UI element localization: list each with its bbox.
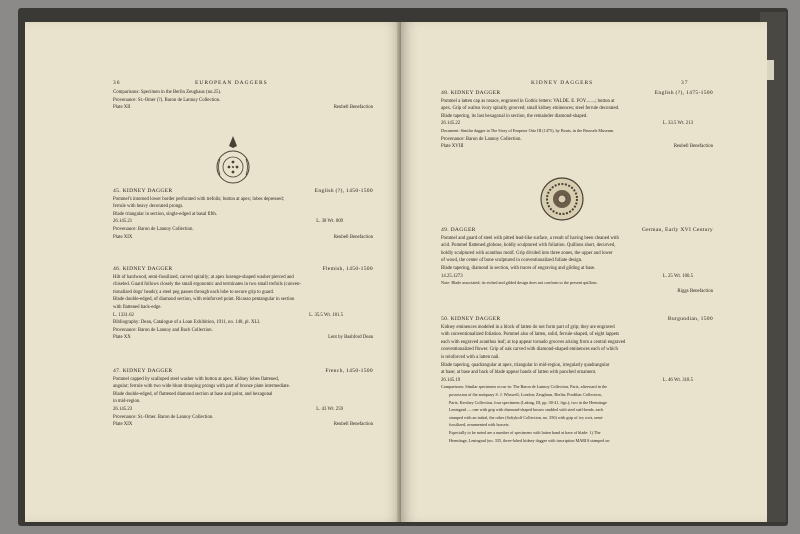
- entry-46: [113, 266, 373, 342]
- entry-title: 50. KIDNEY DAGGER: [441, 316, 501, 322]
- description-line: Blade tapering, quadrangular at apex, triangular in mid-region, irregularly quadrangular: [441, 362, 610, 368]
- description-line: at base; at base and back of blade appear bands of latten with punched ornament.: [441, 370, 597, 376]
- pommel-rosette-illustration: [214, 134, 252, 186]
- description-line: Pommel and guard of steel with pitted lead-like surface, a result of having been cleaned with: [441, 235, 619, 241]
- plate-label: Plate XX: [113, 335, 131, 341]
- accession-number: L. 1331.62: [113, 312, 134, 318]
- credit-text: Reubell Benefaction: [673, 144, 713, 150]
- origin-date: Flemish, 1450-1500: [322, 266, 373, 272]
- description-line: each with engraved acanthus leaf; at top appear tornado grooves arising from a central engraved: [441, 339, 626, 345]
- page-number: 37: [681, 80, 689, 86]
- accession-number: 14.25.1273: [441, 273, 463, 279]
- credit-text: Riggs Benefaction: [677, 288, 713, 294]
- description-line: Pommel's intorned lower border perforated with trefoils; button at apex; lobes depressed;: [113, 196, 284, 202]
- credit-text: Reubell Benefaction: [333, 422, 373, 428]
- description-line: Pommel capped by scalloped steel washer with button at apex. Kidney lobes flattened,: [113, 376, 279, 382]
- description-line: apex. Grip of walrus ivory spirally grooved; small kidney eminences; steel ferrule decorated.: [441, 106, 620, 112]
- description-line: Blade double-edged, of flattened diamond section at base and point, and hexagonal: [113, 391, 273, 397]
- document-text: Document: Similar dagger in The Story of Emperor Otto III (1475), by Bouts, in the Brussels Museum.: [441, 127, 615, 133]
- comparisons-line: Leningrad — one with grip with diamond-shaped bosses studded with steel nail-heads, each: [449, 407, 604, 413]
- description-line: with flattened back-edge.: [113, 304, 162, 310]
- left-page: [25, 22, 401, 522]
- entry-50: [441, 316, 713, 445]
- accession-number: 26.145.21: [113, 219, 133, 225]
- entry-title: 48. KIDNEY DAGGER: [441, 90, 501, 96]
- dimensions: L. 35.5 Wt. 181.5: [309, 312, 343, 318]
- provenance-text: Provenance: Baron de Lannoy Collection.: [113, 226, 194, 232]
- origin-date: German, Early XVI Century: [641, 227, 713, 233]
- description-line: Blade tapering, diamond in section, with traces of engraving and gilding at base.: [441, 265, 596, 271]
- bibliography-text: Bibliography: Dean, Catalogue of a Loan Exhibition, 1911, no. 148, pl. XLI.: [113, 320, 261, 326]
- rosace-pommel-illustration: [539, 176, 585, 222]
- description-line: in mid-region.: [113, 399, 141, 405]
- plate-label: Plate XIX: [113, 234, 133, 240]
- entry-49: [441, 227, 713, 295]
- running-head: EUROPEAN DAGGERS: [195, 80, 268, 86]
- plate-label: Plate XVIII: [441, 144, 464, 150]
- page-number: 36: [113, 80, 121, 86]
- description-line: Blade tapering, its last hexagonal in section, the remainder diamond-shaped.: [441, 113, 588, 119]
- dimensions: L. 46 Wt. 318.5: [662, 377, 693, 383]
- description-line: Kidney eminences modeled in a block of latten do not form part of grip; they are engraved: [441, 324, 615, 330]
- origin-date: Burgundian, 1500: [667, 316, 713, 322]
- entry-title: 45. KIDNEY DAGGER: [113, 188, 173, 194]
- comparisons-line: possession of the antiquary S. J. Whawell, London; Zeughaus, Berlin; Posdihac Collection,: [449, 391, 602, 397]
- dimensions: L. 43 Wt. 259: [316, 406, 343, 412]
- comparisons-line: Hermitage, Leningrad (no. 335, three-lobed kidney dagger with inscription MARIA stamped on: [449, 437, 610, 443]
- description-line: Blade triangular in section, single-edged at basal fifth.: [113, 211, 218, 217]
- credit-text: Reubell Benefaction: [333, 234, 373, 240]
- provenance-text: Provenance: Baron de Lannoy Collection.: [441, 136, 522, 142]
- description-line: conventionalized flower. Grip of oak carved with diamond-shaped eminences each of which: [441, 347, 618, 353]
- comparisons-line: Comparisons: Similar specimens occur in: The Baron de Lannoy Collection, Paris, afterward in the: [441, 384, 608, 390]
- accession-number: 26.145.23: [113, 406, 133, 412]
- plate-label: Plate XII: [113, 105, 131, 111]
- comparisons-line: fossilized, ornamented with bossets.: [449, 422, 510, 428]
- entry-title: 47. KIDNEY DAGGER: [113, 368, 173, 374]
- origin-date: French, 1450-1500: [325, 368, 373, 374]
- provenance-text: Provenance: St.-Omer. Baron de Lannoy Collection.: [113, 414, 214, 420]
- description-line: is reinforced with a latten nail.: [441, 354, 500, 360]
- provenance-text: Provenance: St.-Omer (?). Baron de Lannoy Collection.: [113, 97, 221, 103]
- description-line: with conventionalized foliation. Pommel also of latten, solid, ferrule-shaped, of eight lappets: [441, 332, 620, 338]
- comparisons-line: Paris; Kershey Collection, four specimens (Laking, III, pp. 38-41, figs.); two in the Hermitage: [449, 399, 607, 405]
- description-line: Blade double-edged, of diamond section, with reinforced point. Ricasso pentangular in section: [113, 297, 295, 303]
- credit-text: Reubell Benefaction: [333, 105, 373, 111]
- running-head: KIDNEY DAGGERS: [531, 80, 594, 86]
- dimensions: L. 38 Wt. 009: [316, 219, 343, 225]
- provenance-text: Provenance: Baron de Lannoy and Bach Collection.: [113, 327, 213, 333]
- description-line: chiseled. Guard follows closely the small ergonomic and terminates in two small trefoils (conven-: [113, 282, 302, 288]
- entry-47: [113, 368, 373, 429]
- origin-date: English (?), 1475-1500: [654, 90, 713, 96]
- entry-title: 49. DAGGER: [441, 227, 476, 233]
- description-line: tionalized dogs' heads); a steel peg passes through each lobe to secure grip to guard.: [113, 289, 275, 295]
- plate-label: Plate XIX: [113, 422, 133, 428]
- entry-45: [113, 188, 373, 241]
- dimensions: L. 33.5 Wt. 213: [662, 121, 693, 127]
- description-line: ferrule with heavy decorated prongs.: [113, 204, 184, 210]
- comparisons-text: Comparisons: Specimen in the Berlin Zeughaus (no.25).: [113, 90, 222, 95]
- description-line: of wood, the center of bone sculptured in conventionalized foliate design.: [441, 258, 583, 264]
- description-line: angular; ferrule with two wide blunt drooping prongs with part of bronze plate intermediate.: [113, 384, 290, 390]
- accession-number: 26.145.22: [441, 121, 461, 127]
- entry-title: 46. KIDNEY DAGGER: [113, 266, 173, 272]
- description-line: Hilt of hardwood, semi-fossilized, carved spirally; at apex lozenge-shaped washer pierced and: [113, 274, 294, 280]
- right-page: [401, 22, 767, 522]
- description-line: Pommel a latten cap as rosace, engraved in Gothic letters: VALDE. E. FOY........; button at: [441, 98, 615, 104]
- description-line: boldly sculptured with acanthus motif. Grip divided into three zones, the upper and lower: [441, 250, 613, 256]
- accession-number: 26.145.19: [441, 377, 461, 383]
- description-line: acid. Pommel flattened globose, boldly sculptured with foliation. Quillons short, decurved,: [441, 243, 616, 249]
- note-text: Note: Blade associated; its etched and gilded design does not conform to the present quillons.: [441, 280, 598, 286]
- credit-text: Lent by Bashford Dean: [328, 335, 373, 341]
- entry-44-footer: [113, 89, 373, 112]
- entry-48: [441, 90, 713, 151]
- origin-date: English (?), 1450-1500: [314, 188, 373, 194]
- comparisons-line: stamped with an initial, the other (Soltykoff Collection, no. 350) with grip of ivy root, semi-: [449, 414, 604, 420]
- comparisons-line: Especially to be noted are a number of specimens with latten band at base of blade: 1) The: [449, 429, 601, 435]
- dimensions: L. 25 Wt. 100.5: [662, 273, 693, 279]
